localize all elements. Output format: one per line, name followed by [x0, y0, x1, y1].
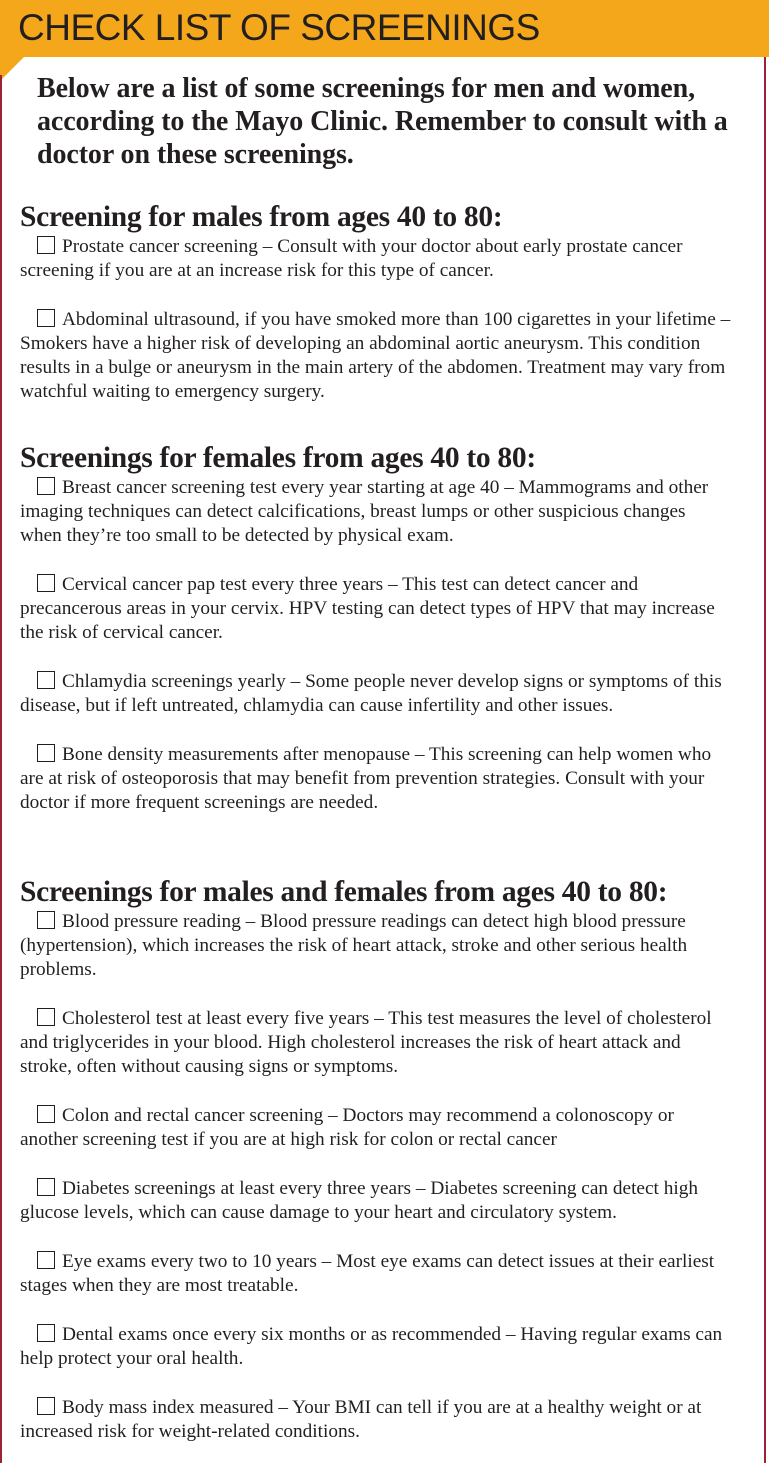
- item-text: Body mass index measured – Your BMI can tell if you are at a healthy weight or at increased risk for weight-related conditions.: [20, 1397, 702, 1442]
- left-border: [0, 75, 2, 1463]
- checkbox[interactable]: [37, 1105, 55, 1123]
- checklist-item-cholesterol: [20, 1007, 732, 1079]
- intro-text: Below are a list of some screenings for men and women, according to the Mayo Clinic. Remember to consult with a doctor on these screenings.: [37, 73, 728, 170]
- section-all: [20, 875, 750, 1444]
- title-banner: [0, 0, 769, 57]
- checklist-item-cervical: [20, 573, 732, 645]
- item-text: Eye exams every two to 10 years – Most eye exams can detect issues at their earliest stages when they are most treatable.: [20, 1251, 715, 1296]
- section-title-males: Screening for males from ages 40 to 80:: [20, 201, 503, 233]
- checklist-item-breast: [20, 476, 732, 548]
- checkbox[interactable]: [37, 309, 55, 327]
- item-text: Breast cancer screening test every year starting at age 40 – Mammograms and other imaging techniques can detect calcifications, breast lumps or other suspicious changes when they’re too small to be detected by physical exam.: [20, 477, 709, 546]
- checkbox[interactable]: [37, 1324, 55, 1342]
- checklist-item-colon: [20, 1104, 732, 1152]
- item-text: Cholesterol test at least every five years – This test measures the level of cholesterol and triglycerides in your blood. High cholesterol increases the risk of heart attack and stroke, often without causing signs or symptoms.: [20, 1008, 712, 1077]
- section-title-all: Screenings for males and females from ages 40 to 80:: [20, 876, 668, 908]
- checklist-item-bone-density: [20, 743, 732, 815]
- item-text: Blood pressure reading – Blood pressure readings can detect high blood pressure (hypertension), which increases the risk of heart attack, stroke and other serious health problems.: [20, 911, 688, 980]
- banner-fold: [0, 57, 24, 81]
- checkbox[interactable]: [37, 236, 55, 254]
- checkbox[interactable]: [37, 1397, 55, 1415]
- item-text: Colon and rectal cancer screening – Doctors may recommend a colonoscopy or another screening test if you are at high risk for colon or rectal cancer: [20, 1105, 674, 1150]
- checklist-item-chlamydia: [20, 670, 732, 718]
- checkbox[interactable]: [37, 1178, 55, 1196]
- item-text: Dental exams once every six months or as recommended – Having regular exams can help protect your oral health.: [20, 1324, 723, 1369]
- checkbox[interactable]: [37, 1008, 55, 1026]
- checklist-item-prostate: [20, 235, 732, 283]
- checklist-item-diabetes: [20, 1177, 732, 1225]
- checklist-item-eye: [20, 1250, 732, 1298]
- section-females: [20, 441, 750, 815]
- item-text: Bone density measurements after menopause – This screening can help women who are at risk of osteoporosis that may benefit from prevention strategies. Consult with your doctor if more frequent screenings are needed.: [20, 744, 712, 813]
- checklist-item-blood-pressure: [20, 910, 732, 982]
- right-border: [764, 57, 766, 1463]
- section-title-females: Screenings for females from ages 40 to 80:: [20, 442, 536, 474]
- section-males: [20, 200, 750, 404]
- page-title: CHECK LIST OF SCREENINGS: [18, 7, 540, 48]
- checkbox[interactable]: [37, 574, 55, 592]
- checkbox[interactable]: [37, 1251, 55, 1269]
- checkbox[interactable]: [37, 911, 55, 929]
- item-text: Diabetes screenings at least every three years – Diabetes screening can detect high glucose levels, which can cause damage to your heart and circulatory system.: [20, 1178, 698, 1223]
- item-text: Prostate cancer screening – Consult with your doctor about early prostate cancer screening if you are at an increase risk for this type of cancer.: [20, 236, 683, 281]
- checkbox[interactable]: [37, 477, 55, 495]
- checklist-item-bmi: [20, 1396, 732, 1444]
- checklist-item-dental: [20, 1323, 732, 1371]
- checkbox[interactable]: [37, 671, 55, 689]
- checklist-item-abdominal: [20, 308, 732, 404]
- item-text: Abdominal ultrasound, if you have smoked more than 100 cigarettes in your lifetime – Smokers have a higher risk of developing an abdominal aortic aneurysm. This condition results in a bulge or aneurysm in the main artery of the abdomen. Treatment may vary from watchful waiting to emergency surgery.: [20, 309, 731, 402]
- checkbox[interactable]: [37, 744, 55, 762]
- item-text: Chlamydia screenings yearly – Some people never develop signs or symptoms of this disease, but if left untreated, chlamydia can cause infertility and other issues.: [20, 671, 722, 716]
- item-text: Cervical cancer pap test every three years – This test can detect cancer and precancerous areas in your cervix. HPV testing can detect types of HPV that may increase the risk of cervical cancer.: [20, 574, 715, 643]
